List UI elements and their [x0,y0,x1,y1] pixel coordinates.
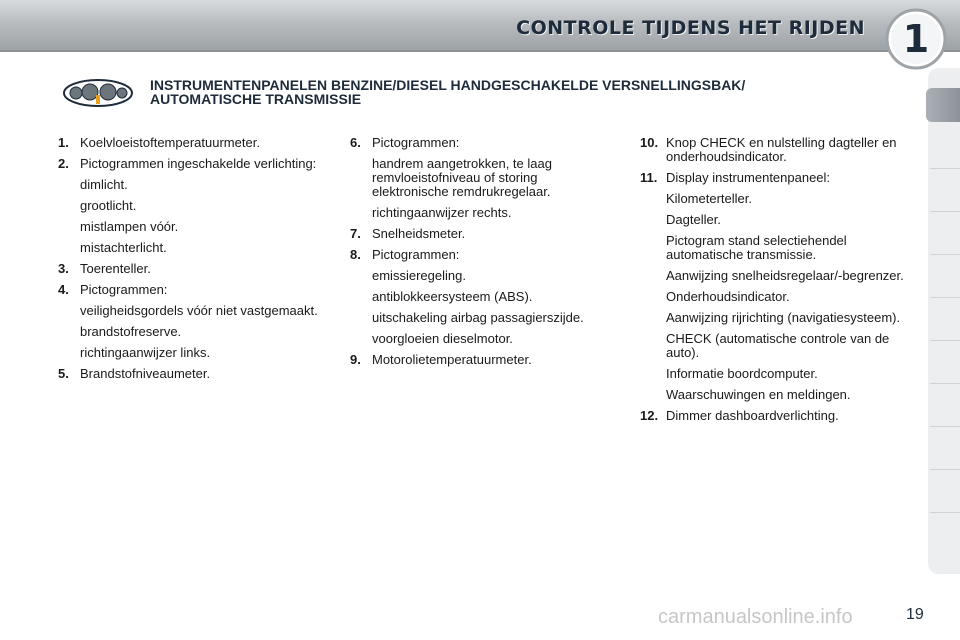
legend-subitem-text: Pictogram stand selectiehendel automatische transmissie. [666,233,847,262]
legend-subitem-text: Aanwijzing rijrichting (navigatiesysteem). [666,310,901,325]
thumb-index-tick [930,168,960,169]
thumb-index-tick [930,211,960,212]
thumb-index-tick [930,426,960,427]
legend-subitem-text: Onderhoudsindicator. [666,289,790,304]
legend-item-text: Display instrumentenpaneel: [666,170,831,185]
legend-item-text: Brandstofniveaumeter. [80,366,211,381]
legend-item [58,136,328,150]
legend-column-3 [640,136,920,430]
legend-item-number: 12. [640,408,659,423]
legend-subitem-text: mistachterlicht. [80,240,167,255]
legend-subitem-text: Informatie boordcomputer. [666,366,818,381]
legend-item [350,248,610,346]
legend-item-number: 7. [350,226,361,241]
legend-item [58,157,328,255]
thumb-index-tick [930,383,960,384]
legend-subitem-text: Kilometerteller. [666,191,752,206]
legend-item-text: Pictogrammen ingeschakelde verlichting: [80,156,317,171]
legend-item-number: 11. [640,170,658,185]
section-title: INSTRUMENTENPANELEN BENZINE/DIESEL HANDGESCHAKELDE VERSNELLINGSBAK/ AUTOMATISCHE TRANSMISSIE [150,77,746,107]
legend-column-2 [350,136,610,374]
thumb-index-tick [930,512,960,513]
legend-item-text: Koelvloeistoftemperatuurmeter. [80,135,260,150]
legend-item-text: Toerenteller. [80,261,151,276]
legend-subitem-text: brandstofreserve. [80,324,182,339]
legend-item [350,227,610,241]
legend-subitem-text: veiligheidsgordels vóór niet vastgemaakt. [80,303,318,318]
legend-item [58,262,328,276]
legend-subitem-text: CHECK (automatische controle van de auto). [666,331,890,360]
legend-subitem-text: grootlicht. [80,198,137,213]
legend-item-number: 5. [58,366,69,381]
legend-subitem-text: emissieregeling. [372,268,466,283]
legend-item-text: Dimmer dashboardverlichting. [666,408,839,423]
legend-subitem-text: richtingaanwijzer links. [80,345,211,360]
legend-item-text: Snelheidsmeter. [372,226,466,241]
legend-subitem-text: voorgloeien dieselmotor. [372,331,513,346]
legend-item-number: 9. [350,352,361,367]
legend-item-number: 2. [58,156,69,171]
legend-item [640,136,920,164]
legend-item-number: 10. [640,135,659,150]
legend-item [58,367,328,381]
legend-subitem-text: Aanwijzing snelheidsregelaar/-begrenzer. [666,268,904,283]
thumb-index-rail [928,68,960,574]
legend-item [350,353,610,367]
instrument-panel-icon [62,78,134,108]
legend-item-number: 8. [350,247,361,262]
thumb-index-tab-active[interactable] [926,88,960,122]
legend-subitem-text: antiblokkeersysteem (ABS). [372,289,533,304]
watermark: carmanualsonline.info [658,606,853,628]
legend-subitem-text: Dagteller. [666,212,721,227]
legend-subitem-text: Waarschuwingen en meldingen. [666,387,851,402]
legend-item-text: Knop CHECK en nulstelling dagteller en onderhoudsindicator. [666,135,897,164]
chapter-number: 1 [902,17,930,61]
legend-item [58,283,328,360]
legend-item-text: Motorolietemperatuurmeter. [372,352,532,367]
legend-subitem-text: dimlicht. [80,177,128,192]
legend-item [350,136,610,220]
thumb-index-tick [930,254,960,255]
legend-item-number: 3. [58,261,69,276]
legend-item-number: 6. [350,135,361,150]
page-number: 19 [906,606,924,623]
legend-item [640,171,920,402]
legend-item [640,409,920,423]
thumb-index-tick [930,469,960,470]
legend-column-1 [58,136,328,388]
header-divider [0,50,960,52]
page-title: CONTROLE TIJDENS HET RIJDEN [516,17,865,39]
legend-subitem-text: mistlampen vóór. [80,219,179,234]
legend-subitem-text: richtingaanwijzer rechts. [372,205,512,220]
legend-item-text: Pictogrammen: [80,282,168,297]
legend-item-text: Pictogrammen: [372,135,460,150]
legend-item-number: 4. [58,282,69,297]
legend-subitem-text: uitschakeling airbag passagierszijde. [372,310,584,325]
thumb-index-tick [930,297,960,298]
legend-item-number: 1. [58,135,69,150]
thumb-index-tick [930,340,960,341]
legend-subitem-text: handrem aangetrokken, te laag remvloeistofniveau of storing elektronische remdrukregelaar. [372,156,552,199]
legend-item-text: Pictogrammen: [372,247,460,262]
